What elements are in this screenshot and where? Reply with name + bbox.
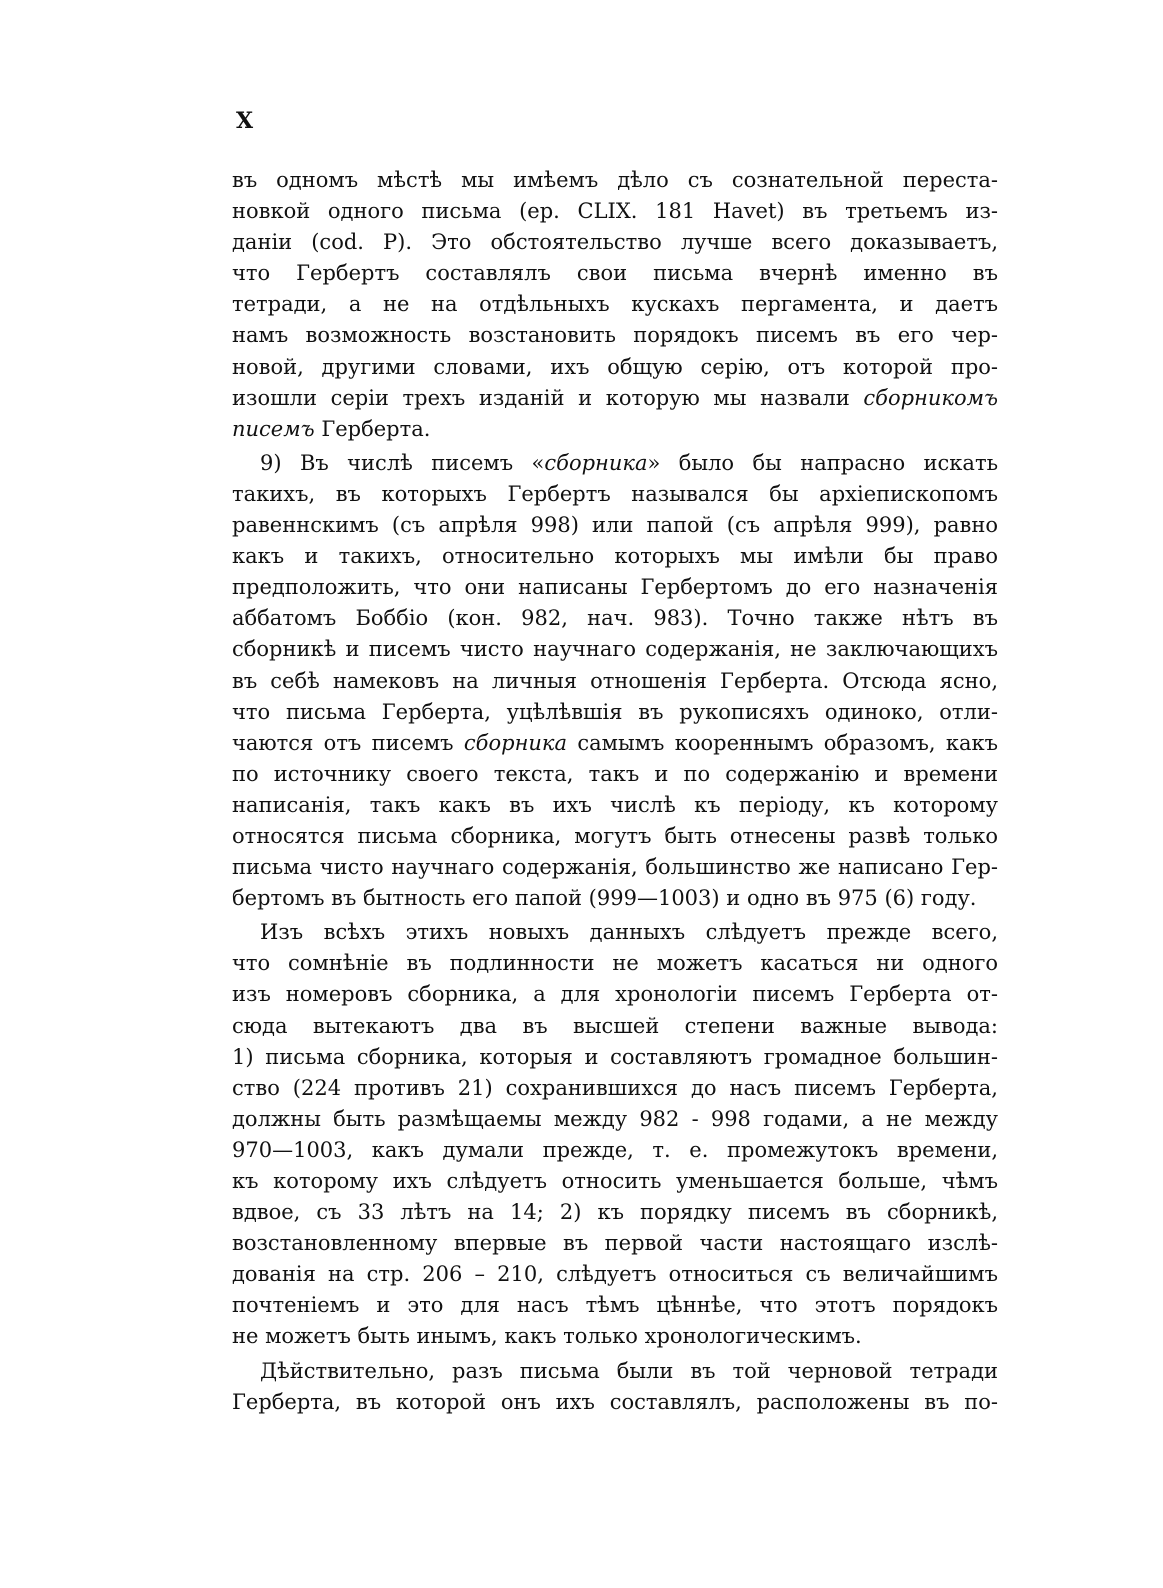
text-line: 1) письма сборника, которыя и составляютъ громадное большин- xyxy=(232,1044,998,1069)
paragraph-start-line: Изъ всѣхъ этихъ новыхъ данныхъ слѣдуетъ прежде всего, xyxy=(260,920,998,945)
text-line: равеннскимъ (съ апрѣля 998) или папой (съ апрѣля 999), равно xyxy=(232,513,998,538)
text-line: какъ и такихъ, относительно которыхъ мы имѣли бы право xyxy=(232,544,998,569)
text-line: предположить, что они написаны Гербертомъ до его назначенія xyxy=(232,575,998,600)
text-line: почтеніемъ и это для насъ тѣмъ цѣннѣе, что этотъ порядокъ xyxy=(232,1293,998,1318)
text-line: Герберта, въ которой онъ ихъ составлялъ, расположены въ по- xyxy=(232,1389,998,1414)
text-line: вдвое, съ 33 лѣтъ на 14; 2) къ порядку писемъ въ сборникѣ, xyxy=(232,1200,998,1225)
italic-term: сборника xyxy=(544,450,648,475)
text-line: написанія, такъ какъ въ ихъ числѣ къ періоду, къ которому xyxy=(232,792,998,817)
italic-term: писемъ xyxy=(232,416,315,441)
text-line: должны быть размѣщаемы между 982 - 998 годами, а не между xyxy=(232,1106,998,1131)
text-line: относятся письма сборника, могутъ быть отнесены развѣ только xyxy=(232,823,998,848)
text-segment: » было бы напрасно искать xyxy=(647,450,998,475)
page-number: X xyxy=(236,108,255,134)
text-line: возстановленному впервые въ первой части настоящаго изслѣ- xyxy=(232,1231,998,1256)
paragraph-start-line xyxy=(232,448,998,479)
text-line xyxy=(232,414,998,445)
text-segment: самымъ коореннымъ образомъ, какъ xyxy=(567,730,998,755)
text-line: что сомнѣніе въ подлинности не можетъ касаться ни одного xyxy=(232,951,998,976)
text-line: письма чисто научнаго содержанія, большинство же написано Гер- xyxy=(232,855,998,880)
text-line: сборникѣ и писемъ чисто научнаго содержанія, не заключающихъ xyxy=(232,637,998,662)
text-line: дованія на стр. 206 – 210, слѣдуетъ относиться съ величайшимъ xyxy=(232,1262,998,1287)
text-line: что Гербертъ составлялъ свои письма вчернѣ именно въ xyxy=(232,261,998,286)
text-line: аббатомъ Боббіо (кон. 982, нач. 983). Точно также нѣтъ въ xyxy=(232,606,998,631)
text-line: къ которому ихъ слѣдуетъ относить уменьшается больше, чѣмъ xyxy=(232,1169,998,1193)
text-line xyxy=(232,728,998,759)
text-segment: чаются отъ писемъ xyxy=(232,730,464,755)
text-line: тетради, а не на отдѣльныхъ кускахъ пергамента, и даетъ xyxy=(232,292,998,317)
text-line: намъ возможность возстановить порядокъ писемъ въ его чер- xyxy=(232,323,998,348)
body-text xyxy=(232,165,998,1418)
text-line xyxy=(232,383,998,414)
text-line: даніи (cod. P). Это обстоятельство лучше всего доказываетъ, xyxy=(232,230,998,255)
paragraph-start-line: Дѣйствительно, разъ письма были въ той черновой тетради xyxy=(260,1358,998,1383)
italic-term: сборника xyxy=(463,730,567,755)
text-line: изъ номеровъ сборника, а для хронологіи писемъ Герберта от- xyxy=(232,982,998,1007)
text-line: такихъ, въ которыхъ Гербертъ назывался бы архіепископомъ xyxy=(232,481,998,506)
text-line: новой, другими словами, ихъ общую серію, отъ которой про- xyxy=(232,354,998,379)
text-line: сюда вытекаютъ два въ высшей степени важные вывода: xyxy=(232,1013,998,1038)
text-line: въ себѣ намековъ на личныя отношенія Герберта. Отсюда ясно, xyxy=(232,668,998,693)
text-line: новкой одного письма (ер. CLIX. 181 Havet) въ третьемъ из- xyxy=(232,199,998,224)
text-line: не можетъ быть инымъ, какъ только хронологическимъ. xyxy=(232,1324,862,1349)
text-segment: 9) Въ числѣ писемъ « xyxy=(260,450,545,475)
text-line: 970—1003, какъ думали прежде, т. е. промежутокъ времени, xyxy=(232,1137,998,1162)
text-line: бертомъ въ бытность его папой (999—1003) и одно въ 975 (6) году. xyxy=(232,886,977,911)
text-line: въ одномъ мѣстѣ мы имѣемъ дѣло съ сознательной переста- xyxy=(232,168,998,192)
text-segment: изошли серіи трехъ изданій и которую мы назвали xyxy=(232,385,864,410)
text-line: ство (224 противъ 21) сохранившихся до насъ писемъ Герберта, xyxy=(232,1075,998,1100)
text-line: по источнику своего текста, такъ и по содержанію и времени xyxy=(232,761,998,786)
italic-term: сборникомъ xyxy=(863,385,998,410)
text-line: что письма Герберта, уцѣлѣвшія въ рукописяхъ одиноко, отли- xyxy=(232,699,998,724)
text-segment: Герберта. xyxy=(314,416,431,441)
